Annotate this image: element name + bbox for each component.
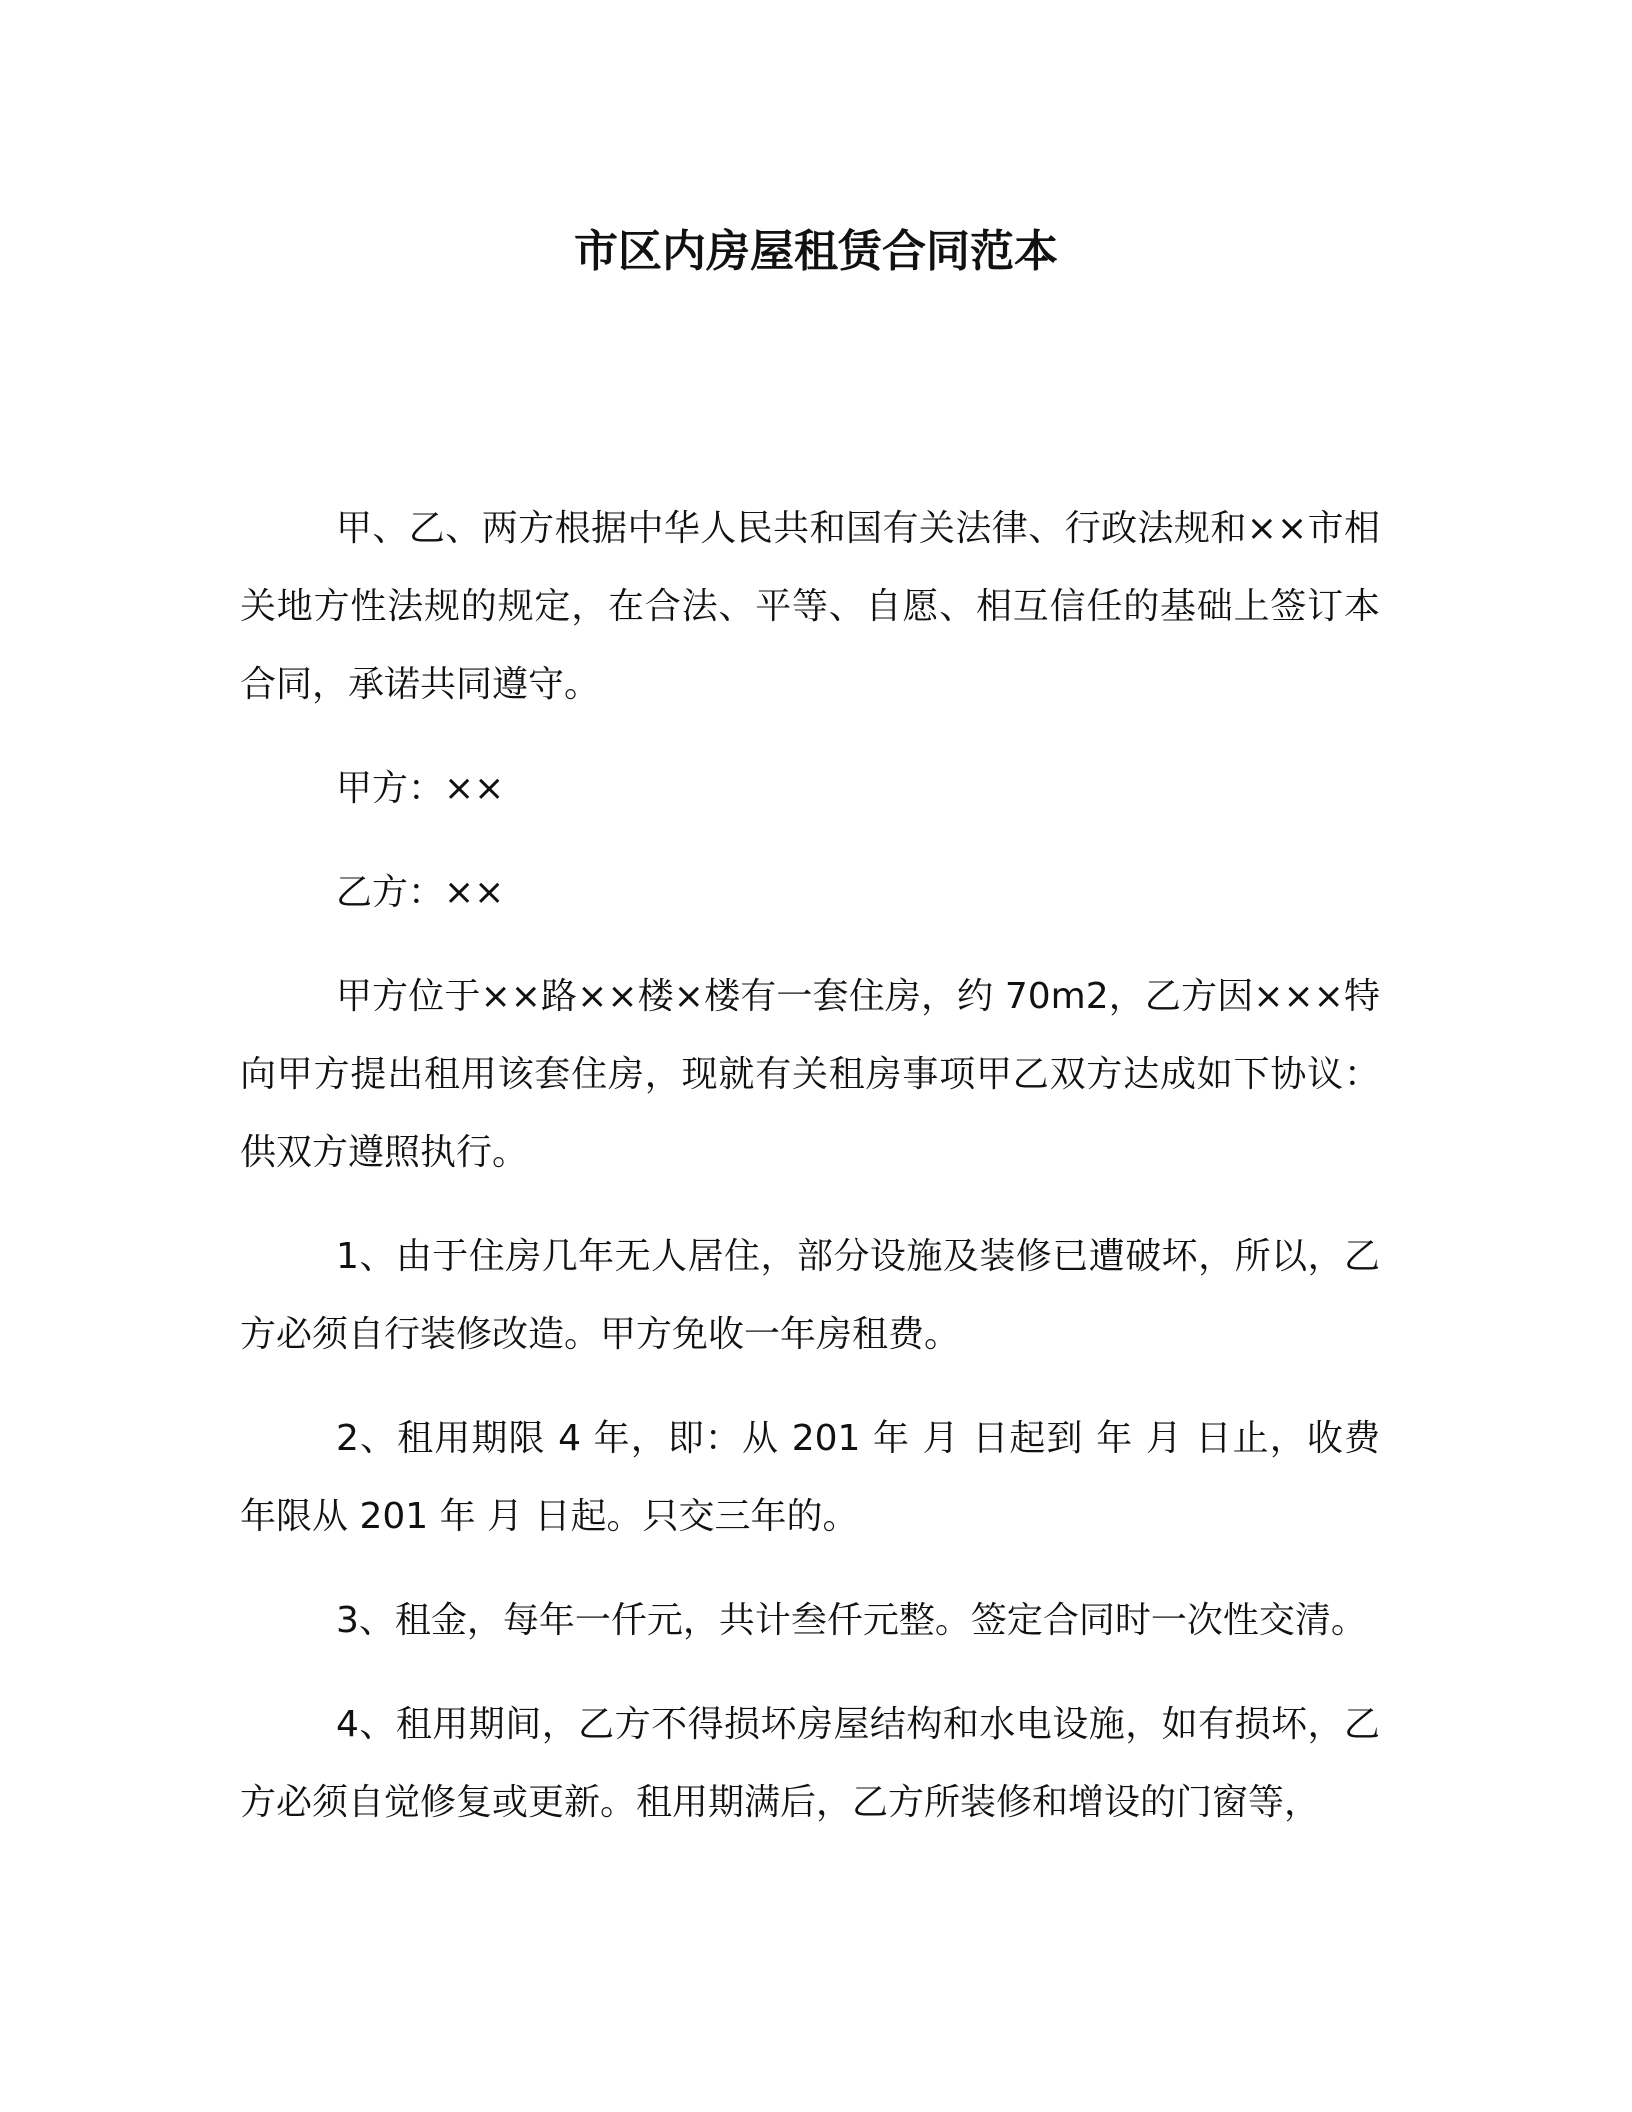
paragraph-party-a: 甲方：×× bbox=[336, 768, 505, 809]
paragraph-clause-1: 1、由于住房几年无人居住，部分设施及装修已遭破坏，所以，乙方必须自行装修改造。甲方免收一年房租费。 bbox=[240, 1236, 1380, 1355]
paragraph-party-b: 乙方：×× bbox=[336, 872, 505, 913]
paragraph-clause-3: 3、租金，每年一仟元，共计叁仟元整。签定合同时一次性交清。 bbox=[336, 1600, 1367, 1641]
paragraph-property: 甲方位于××路××楼×楼有一套住房，约 70m2，乙方因×××特向甲方提出租用该套住房，现就有关租房事项甲乙双方达成如下协议：供双方遵照执行。 bbox=[240, 976, 1380, 1173]
document-title: 市区内房屋租赁合同范本 bbox=[574, 226, 1058, 277]
document-body bbox=[240, 490, 1380, 1842]
paragraph-clause-4: 4、租用期间，乙方不得损坏房屋结构和水电设施，如有损坏，乙方必须自觉修复或更新。租用期满后，乙方所装修和增设的门窗等， bbox=[240, 1704, 1380, 1823]
paragraph-clause-2: 2、租用期限 4 年，即：从 201 年 月 日起到 年 月 日止，收费年限从 201 年 月 日起。只交三年的。 bbox=[240, 1418, 1380, 1537]
paragraph-preamble: 甲、乙、两方根据中华人民共和国有关法律、行政法规和××市相关地方性法规的规定，在合法、平等、自愿、相互信任的基础上签订本合同，承诺共同遵守。 bbox=[240, 508, 1380, 705]
